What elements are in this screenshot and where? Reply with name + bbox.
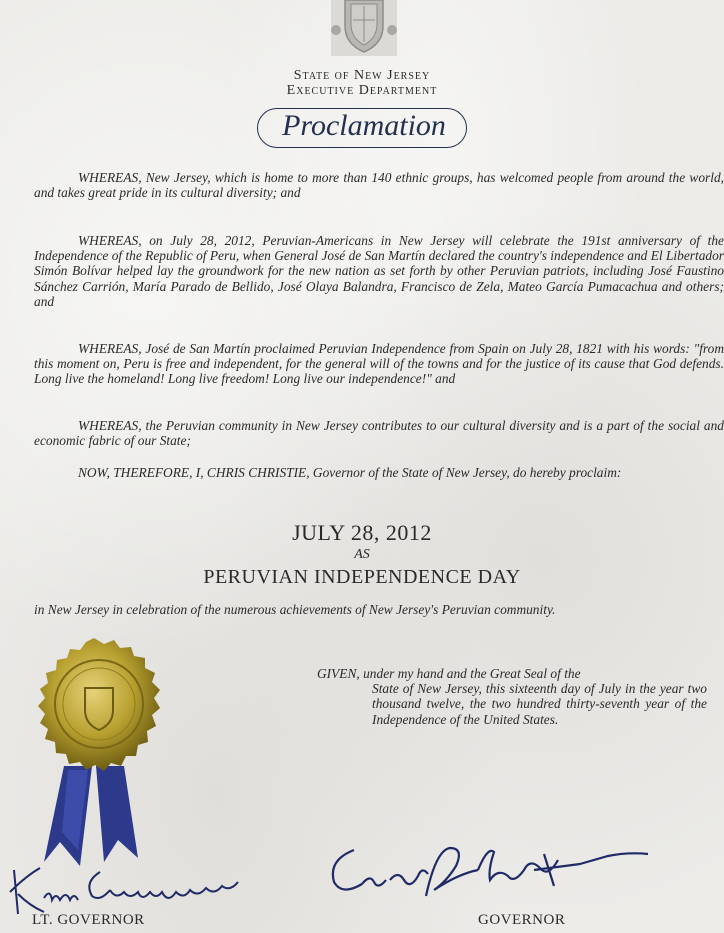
celebration-paragraph: in New Jersey in celebration of the numerous achievements of New Jersey's Peruvian community. [34, 602, 556, 617]
whereas-paragraph-2: WHEREAS, on July 28, 2012, Peruvian-Americans in New Jersey will celebrate the 191st anniversary of the Independence of the Republic of Peru, when General José de San Martín declared the country's independence and El Libertador Simón Bolívar helped lay the groundwork for the new nation as set forth by other Peruvian patriots, including José Faustino Sánchez Carrión, María Parado de Bellido, José Olaya Balandra, Francisco de Zela, Mateo García Pumacachua and others; and [34, 233, 724, 309]
given-first-line: GIVEN, under my hand and the Great Seal of the [317, 666, 581, 681]
proclaimed-day: PERUVIAN INDEPENDENCE DAY [203, 566, 521, 588]
whereas-paragraph-4: WHEREAS, the Peruvian community in New Jersey contributes to our cultural diversity and is a part of the social and economic fabric of our State; [34, 418, 724, 449]
given-rest: State of New Jersey, this sixteenth day of July in the year two thousand twelve, the two hundred thirty-seventh year of the Independence of the United States. [372, 681, 707, 727]
given-clause [317, 666, 707, 727]
state-name: State of New Jersey [293, 68, 431, 83]
state-crest-image [331, 0, 397, 56]
whereas-paragraph-3: WHEREAS, José de San Martín proclaimed Peruvian Independence from Spain on July 28, 1821 with his words: "from this moment on, Peru is free and independent, for the general will of the towns and for the justice of its cause that God defends. Long live the homeland! Long live freedom! Long live our independence!" and [34, 341, 724, 387]
department-name: Executive Department [286, 83, 438, 98]
therefore-paragraph: NOW, THEREFORE, I, CHRIS CHRISTIE, Governor of the State of New Jersey, do hereby proclaim: [78, 465, 622, 480]
proclaimed-as: AS [354, 547, 370, 562]
governor-signature [318, 830, 658, 910]
proclamation-title-text: Proclamation [257, 108, 467, 148]
proclaimed-date: JULY 28, 2012 [292, 520, 432, 545]
great-seal-image [0, 636, 200, 876]
governor-label: GOVERNOR [478, 912, 566, 928]
proclamation-title [0, 108, 724, 148]
lt-governor-label: LT. GOVERNOR [32, 912, 145, 928]
document-header [0, 68, 724, 98]
whereas-paragraph-1: WHEREAS, New Jersey, which is home to more than 140 ethnic groups, has welcomed people from around the world, and takes great pride in its cultural diversity; and [34, 170, 724, 201]
